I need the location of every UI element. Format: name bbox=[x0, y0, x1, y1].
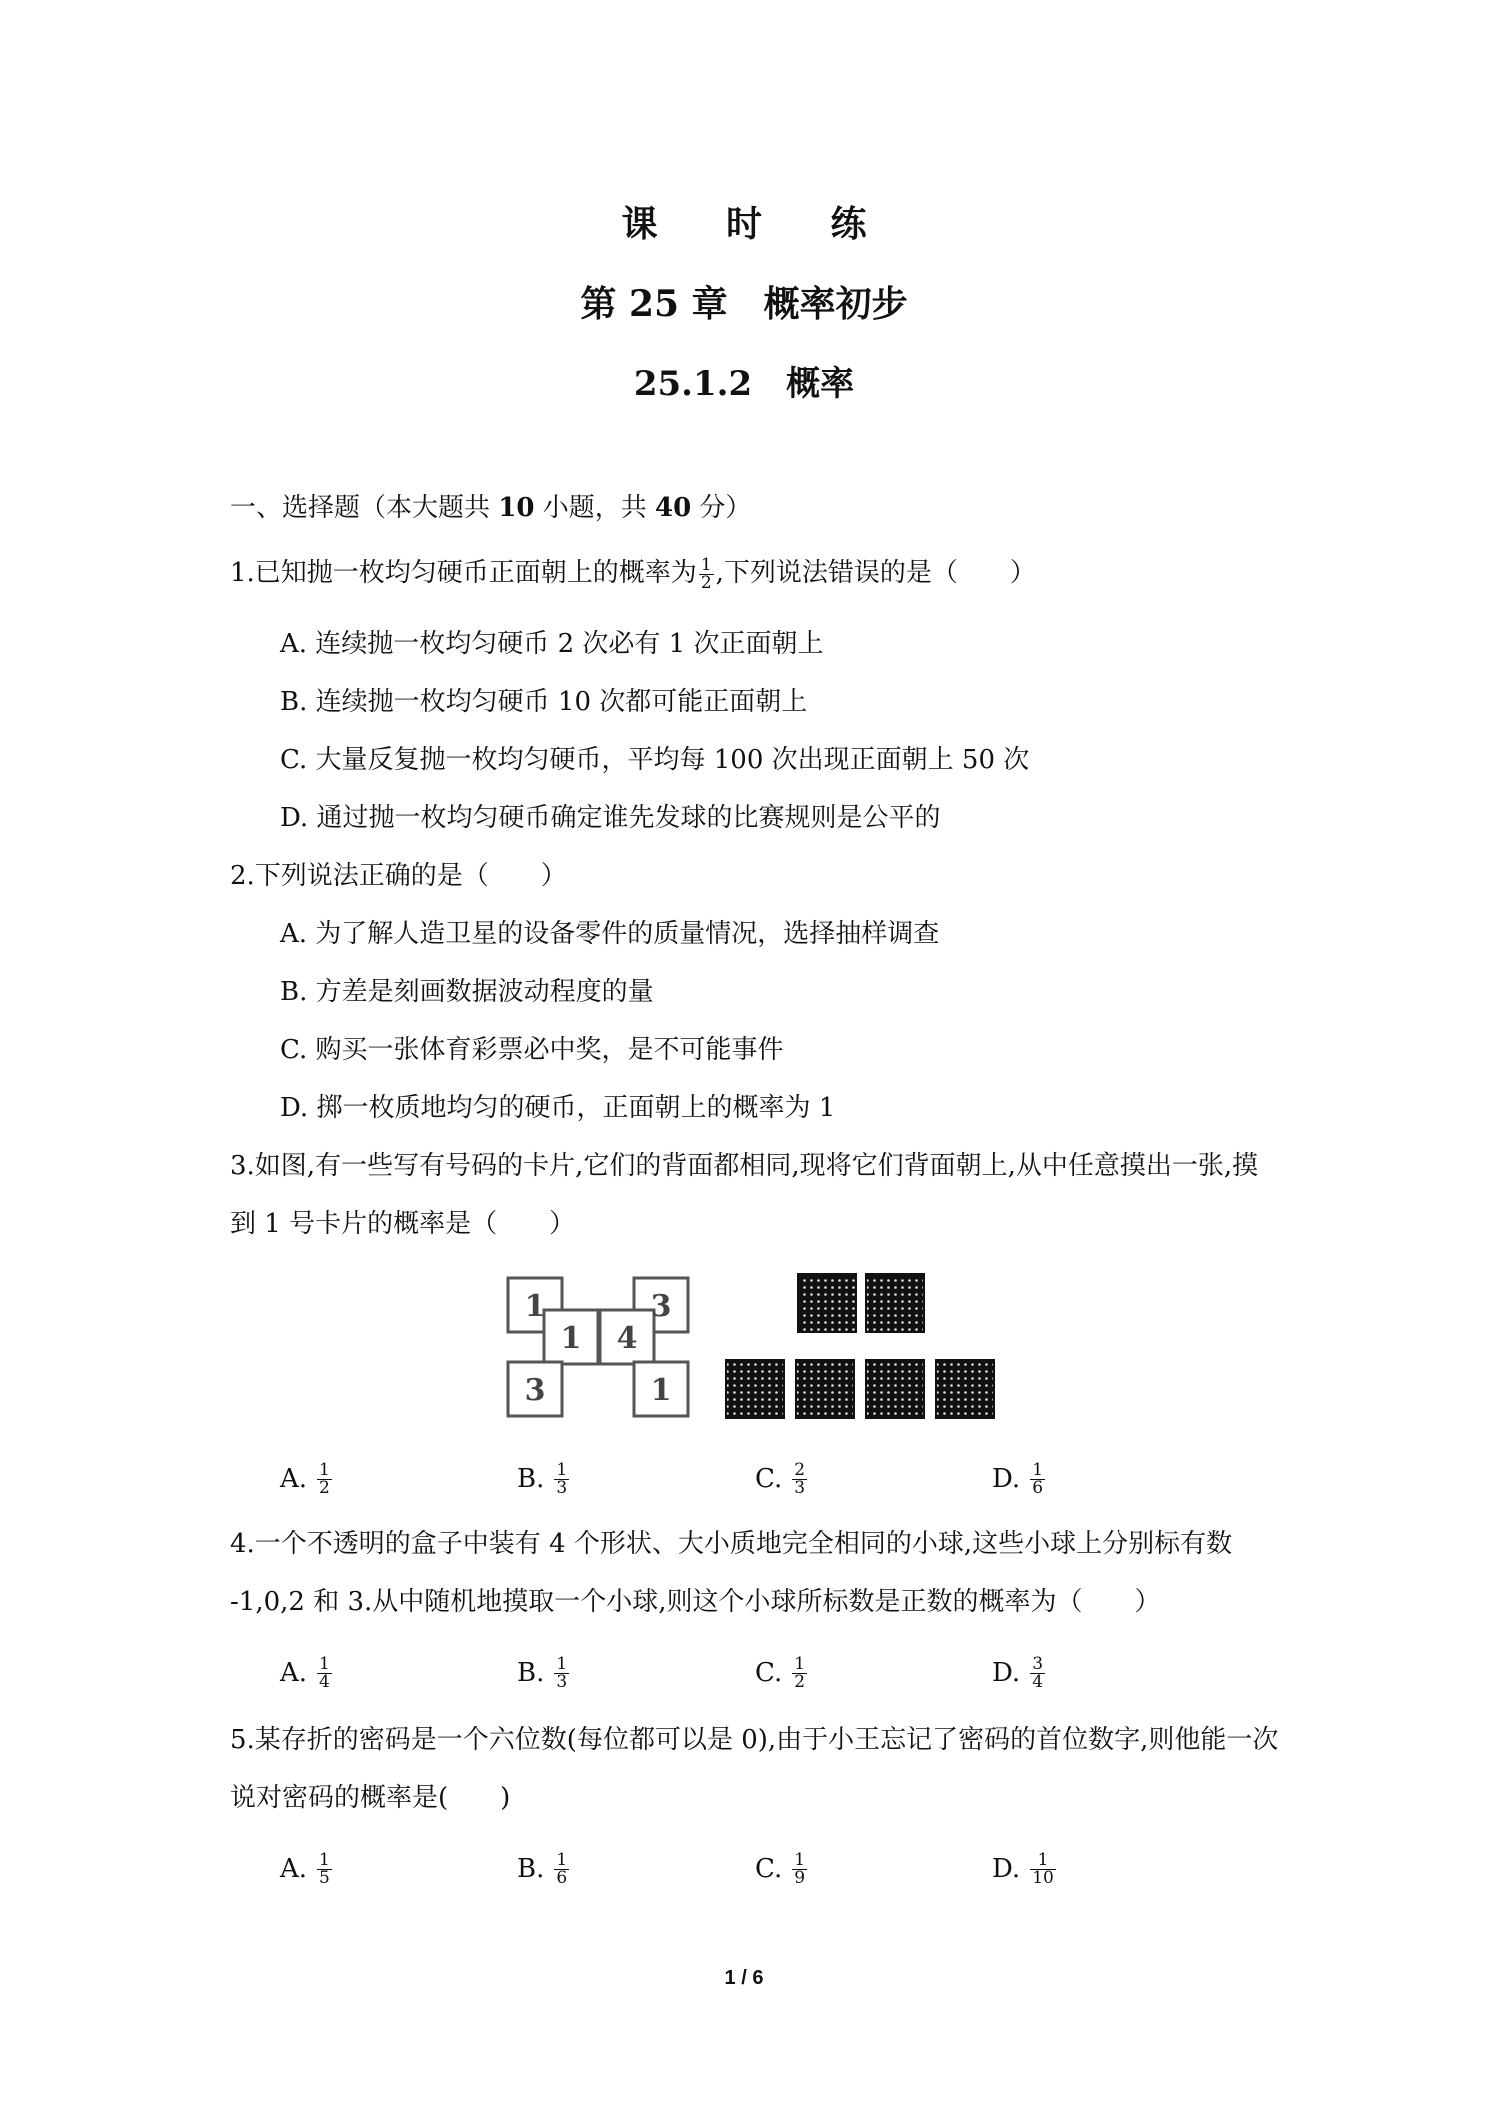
card-number: 1 bbox=[524, 1289, 546, 1324]
card-back bbox=[726, 1360, 784, 1418]
card-number: 3 bbox=[650, 1289, 672, 1324]
q5-choice-c: C. $\frac{1}{9}$ bbox=[755, 1849, 806, 1888]
card-back bbox=[798, 1274, 856, 1332]
q5-stem-line1: 5.某存折的密码是一个六位数(每位都可以是 0),由于小王忘记了密码的首位数字,则他能一次 bbox=[230, 1725, 1279, 1755]
card-back bbox=[796, 1360, 854, 1418]
q3-choice-c: C. $\frac{2}{3}$ bbox=[755, 1459, 806, 1498]
card-back bbox=[936, 1360, 994, 1418]
card-number: 3 bbox=[524, 1373, 546, 1408]
card-back bbox=[866, 1360, 924, 1418]
card-back bbox=[866, 1274, 924, 1332]
q1-option-b: B. 连续抛一枚均匀硬币 10 次都可能正面朝上 bbox=[280, 687, 808, 717]
q4-stem-line1: 4.一个不透明的盒子中装有 4 个形状、大小质地完全相同的小球,这些小球上分别标有数 bbox=[230, 1529, 1233, 1559]
doc-title: 课 时 练 bbox=[621, 203, 895, 245]
q5-choice-a: A. $\frac{1}{5}$ bbox=[280, 1849, 330, 1888]
q3-stem-line2: 到 1 号卡片的概率是（ ） bbox=[230, 1209, 576, 1239]
q1-option-a: A. 连续抛一枚均匀硬币 2 次必有 1 次正面朝上 bbox=[280, 629, 824, 659]
q5-choice-b: B. $\frac{1}{6}$ bbox=[517, 1849, 568, 1888]
q1-stem: 1.已知抛一枚均匀硬币正面朝上的概率为 $\frac{1}{2}$ ,下列说法错误的是（ ） bbox=[230, 554, 1036, 593]
cards-figure bbox=[500, 1270, 1000, 1430]
q2-option-a: A. 为了解人造卫星的设备零件的质量情况，选择抽样调查 bbox=[280, 919, 940, 949]
card-number: 1 bbox=[560, 1321, 582, 1356]
fraction: $\frac{1}{2}$ bbox=[700, 554, 712, 593]
chapter-title: 第 25 章 概率初步 bbox=[580, 283, 908, 325]
card-number: 1 bbox=[650, 1373, 672, 1408]
q5-choice-d: D. $\frac{1}{10}$ bbox=[992, 1849, 1054, 1888]
q3-stem-line1: 3.如图,有一些写有号码的卡片,它们的背面都相同,现将它们背面朝上,从中任意摸出一张,摸 bbox=[230, 1151, 1259, 1181]
section-title: 25.1.2 概率 bbox=[633, 364, 855, 404]
q3-choice-a: A. $\frac{1}{2}$ bbox=[280, 1459, 330, 1498]
page-number: 1 / 6 bbox=[724, 1967, 764, 1989]
q2-option-d: D. 掷一枚质地均匀的硬币，正面朝上的概率为 1 bbox=[280, 1093, 836, 1123]
q3-choice-b: B. $\frac{1}{3}$ bbox=[517, 1459, 568, 1498]
q4-choice-c: C. $\frac{1}{2}$ bbox=[755, 1653, 806, 1692]
card-number: 4 bbox=[616, 1321, 638, 1356]
q4-stem-line2: -1,0,2 和 3.从中随机地摸取一个小球,则这个小球所标数是正数的概率为（ ） bbox=[230, 1587, 1161, 1617]
q2-option-c: C. 购买一张体育彩票必中奖，是不可能事件 bbox=[280, 1035, 784, 1065]
q4-choice-d: D. $\frac{3}{4}$ bbox=[992, 1653, 1044, 1692]
q3-choice-d: D. $\frac{1}{6}$ bbox=[992, 1459, 1044, 1498]
q4-choice-b: B. $\frac{1}{3}$ bbox=[517, 1653, 568, 1692]
q4-choice-a: A. $\frac{1}{4}$ bbox=[280, 1653, 330, 1692]
q2-stem: 2.下列说法正确的是（ ） bbox=[230, 861, 567, 891]
section-heading: 一、选择题（本大题共 10 小题，共 40 分） bbox=[230, 493, 752, 523]
q5-stem-line2: 说对密码的概率是( ) bbox=[230, 1783, 511, 1813]
q1-option-c: C. 大量反复抛一枚均匀硬币，平均每 100 次出现正面朝上 50 次 bbox=[280, 745, 1030, 775]
q1-option-d: D. 通过抛一枚均匀硬币确定谁先发球的比赛规则是公平的 bbox=[280, 803, 941, 833]
q2-option-b: B. 方差是刻画数据波动程度的量 bbox=[280, 977, 654, 1007]
